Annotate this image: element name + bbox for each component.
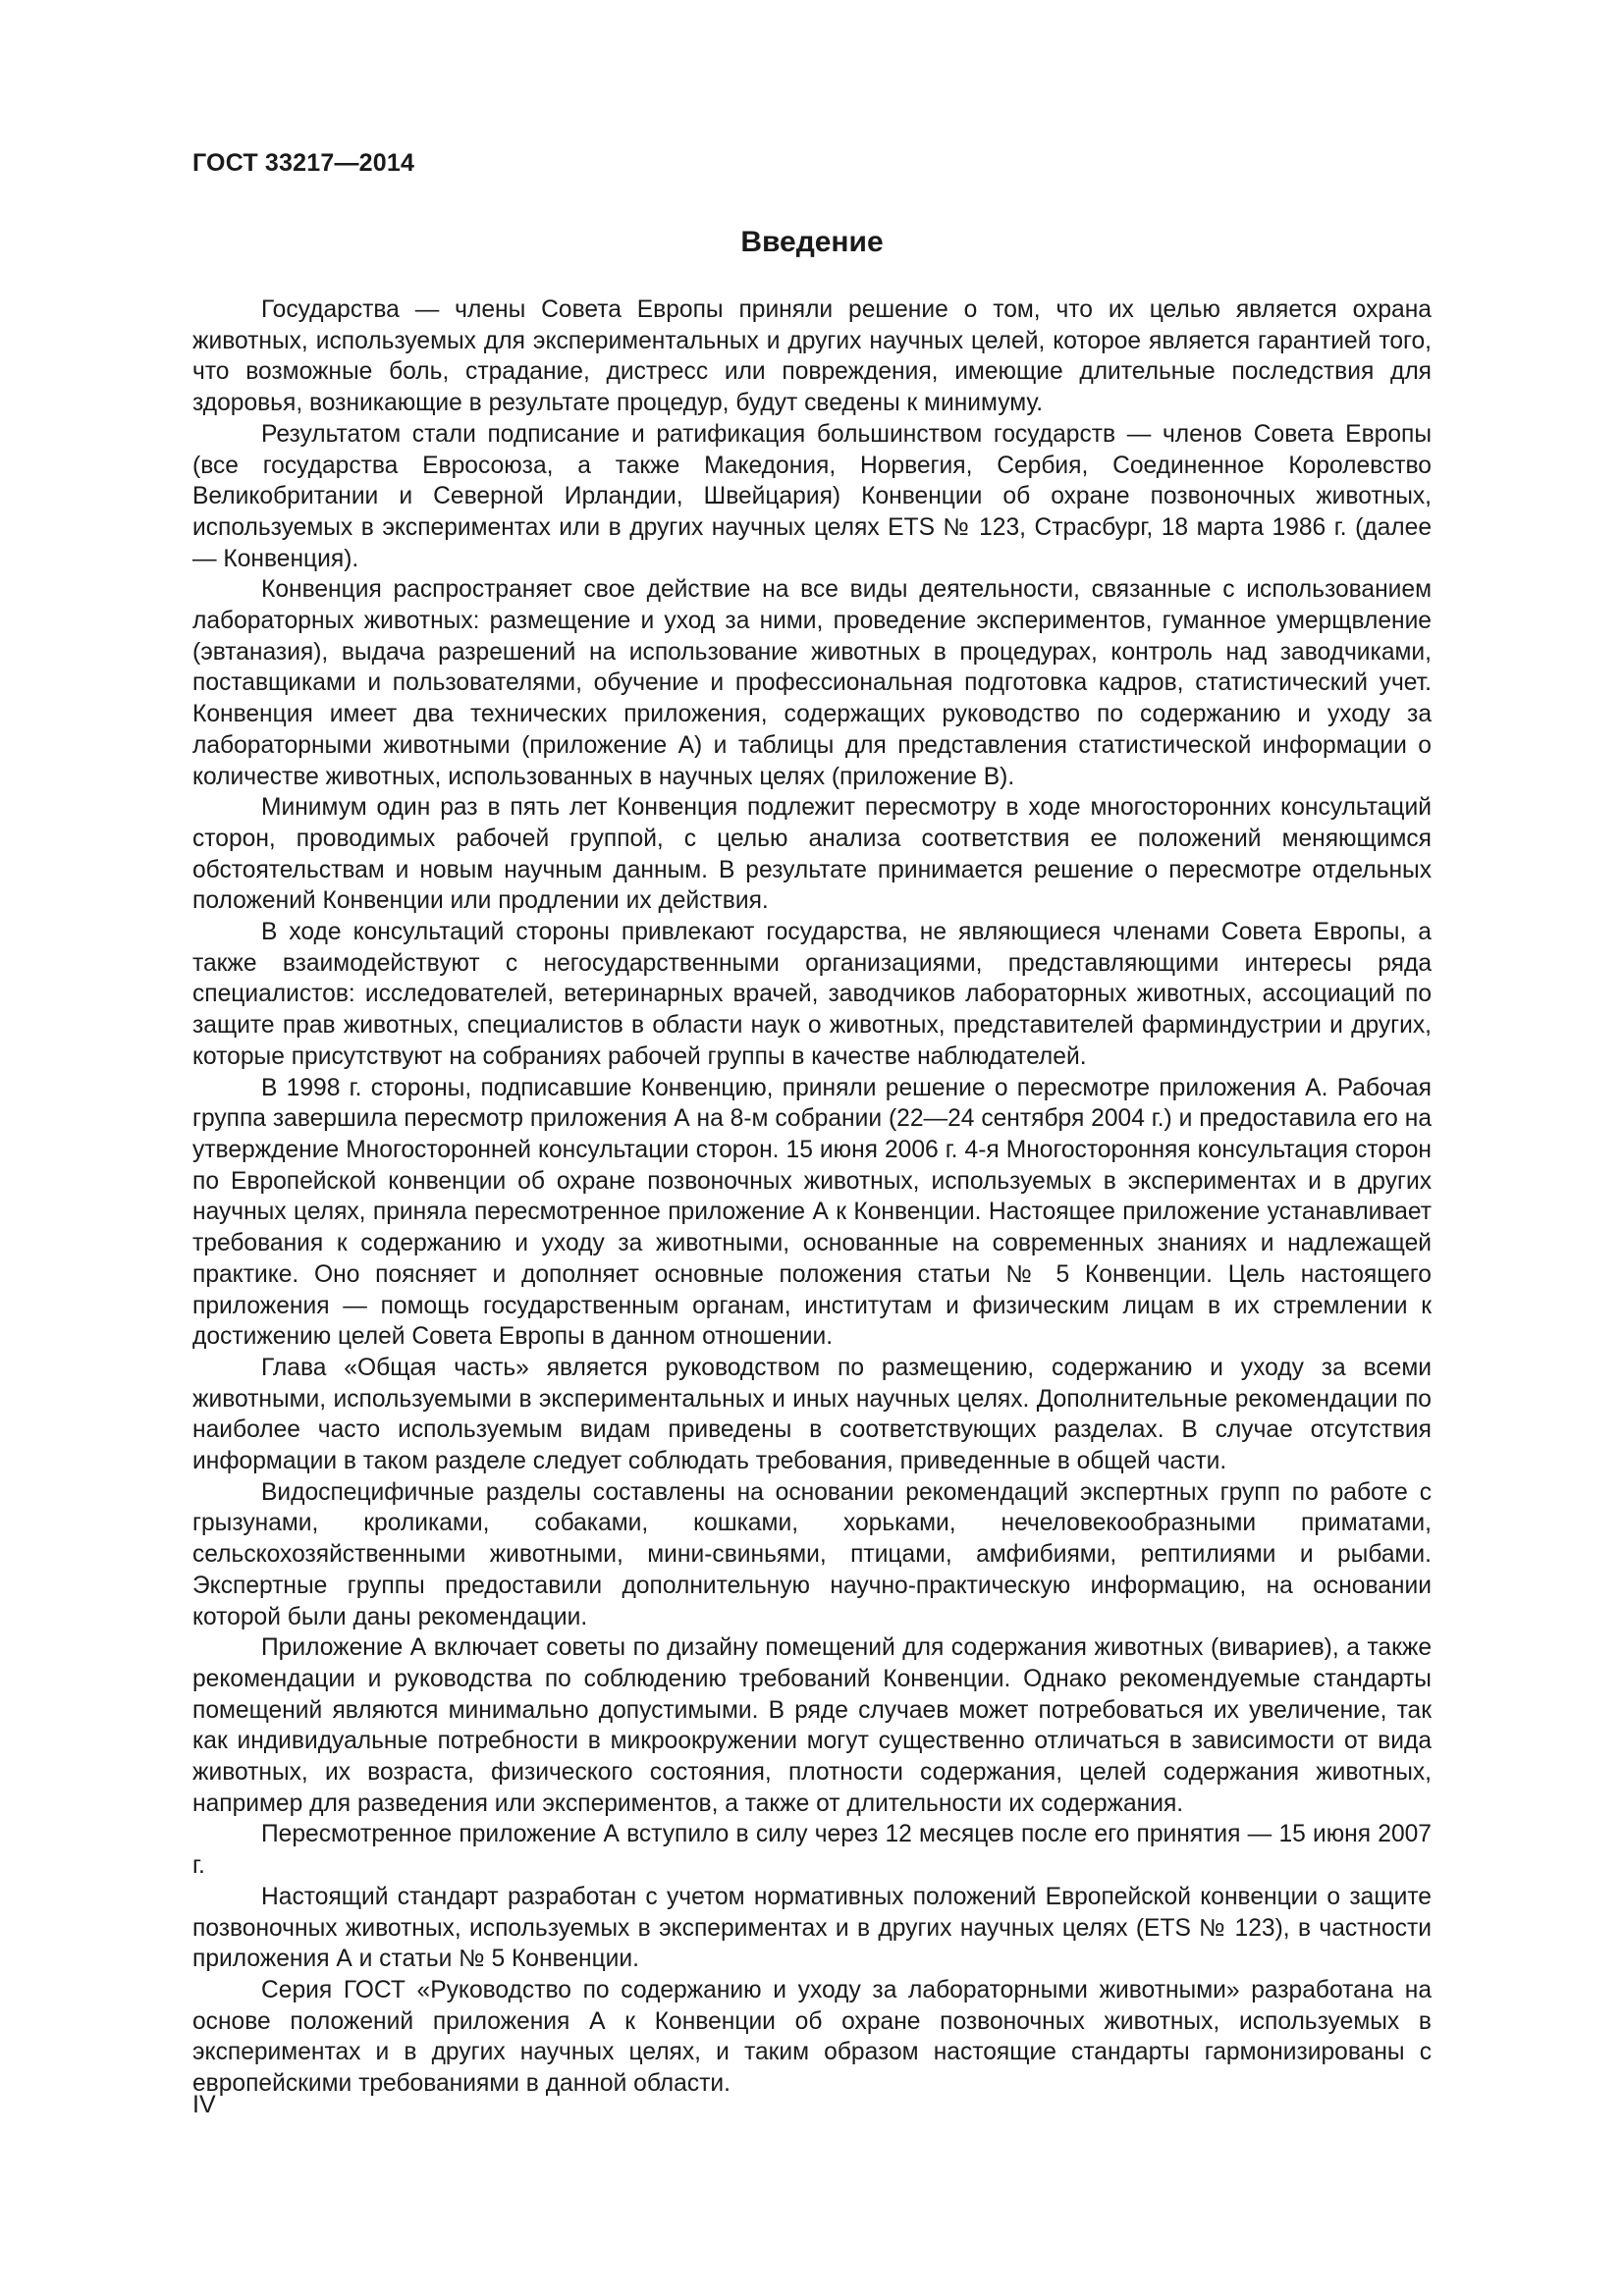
paragraph: В ходе консультаций стороны привлекают государства, не являющиеся членами Совета Европы, а также взаимодействуют с негосударственными организациями, представляющими интересы ряда специалистов: исследователей, ветеринарных врачей, заводчиков лабораторных животных, ассоциаций по защите прав животных, специалистов в области наук о животных, представителей фарминдустрии и других, которые присутствуют на собраниях рабочей группы в качестве наблюдателей. [192,919,1432,1070]
paragraph: Приложение А включает советы по дизайну помещений для содержания животных (вивариев), а также рекомендации и руководства по соблюдению требований Конвенции. Однако рекомендуемые стандарты помещений являются минимально допустимыми. В ряде случаев может потребоваться их увеличение, так как индивидуальные потребности в микроокружении могут существенно отличаться в зависимости от вида животных, их возраста, физического состояния, плотности содержания, целей содержания животных, например для разведения или экспериментов, а также от длительности их содержания. [192,1634,1432,1817]
paragraph: Настоящий стандарт разработан с учетом нормативных положений Европейской конвенции о защите позвоночных животных, используемых в экспериментах и в других научных целях (ETS № 123), в частности приложения А и статьи № 5 Конвенции. [192,1883,1432,1973]
paragraph: Конвенция распространяет свое действие на все виды деятельности, связанные с использованием лабораторных животных: размещение и уход за ними, проведение экспериментов, гуманное умерщвление (эвтаназия), выдача разрешений на использование животных в процедурах, контроль над заводчиками, поставщиками и пользователями, обучение и профессиональная подготовка кадров, статистический учет. Конвенция имеет два технических приложения, содержащих руководство по содержанию и уходу за лабораторными животными (приложение А) и таблицы для представления статистической информации о количестве животных, использованных в научных целях (приложение В). [192,576,1432,790]
paragraph: Пересмотренное приложение А вступило в силу через 12 месяцев после его принятия — 15 июня 2007 г. [192,1821,1432,1880]
paragraph: Глава «Общая часть» является руководством по размещению, содержанию и уходу за всеми животными, используемыми в экспериментальных и иных научных целях. Дополнительные рекомендации по наиболее часто используемым видам приведены в соответствующих разделах. В случае отсутствия информации в таком разделе следует соблюдать требования, приведенные в общей части. [192,1354,1432,1475]
paragraph: Государства — члены Совета Европы приняли решение о том, что их целью является охрана животных, используемых для экспериментальных и других научных целей, которое является гарантией того, что возможные боль, страдание, дистресс или повреждения, имеющие длительные последствия для здоровья, возникающие в результате процедур, будут сведены к минимуму. [192,296,1432,417]
section-title: Введение [740,226,884,258]
paragraph: Серия ГОСТ «Руководство по содержанию и уходу за лабораторными животными» разработана на основе положений приложения А к Конвенции об охране позвоночных животных, используемых в экспериментах и в других научных целях, и таким образом настоящие стандарты гармонизированы с европейскими требованиями в данной области. [192,1976,1432,2098]
document-code: ГОСТ 33217—2014 [192,149,415,177]
page-number: IV [192,2091,216,2118]
paragraph: В 1998 г. стороны, подписавшие Конвенцию, приняли решение о пересмотре приложения А. Рабочая группа завершила пересмотр приложения А на 8-м собрании (22—24 сентября 2004 г.) и предоставила его на утверждение Многосторонней консультации сторон. 15 июня 2006 г. 4-я Многосторонняя консультация сторон по Европейской конвенции об охране позвоночных животных, используемых в экспериментах и в других научных целях, приняла пересмотренное приложение А к Конвенции. Настоящее приложение устанавливает требования к содержанию и уходу за животными, основанные на современных знаниях и надлежащей практике. Оно поясняет и дополняет основные положения статьи № 5 Конвенции. Цель настоящего приложения — помощь государственным органам, институтам и физическим лицам в их стремлении к достижению целей Совета Европы в данном отношении. [192,1074,1432,1351]
paragraph: Видоспецифичные разделы составлены на основании рекомендаций экспертных групп по работе с грызунами, кроликами, собаками, кошками, хорьками, нечеловекообразными приматами, сельскохозяйственными животными, мини-свиньями, птицами, амфибиями, рептилиями и рыбами. Экспертные группы предоставили дополнительную научно-практическую информацию, на основании которой были даны рекомендации. [192,1478,1432,1630]
paragraph: Результатом стали подписание и ратификация большинством государств — членов Совета Европы (все государства Евросоюза, а также Македония, Норвегия, Сербия, Соединенное Королевство Великобритании и Северной Ирландии, Швейцария) Конвенции об охране позвоночных животных, используемых в экспериментах или в других научных целях ETS № 123, Страсбург, 18 марта 1986 г. (далее — Конвенция). [192,420,1432,572]
paragraph: Минимум один раз в пять лет Конвенция подлежит пересмотру в ходе многосторонних консультаций сторон, проводимых рабочей группой, с целью анализа соответствия ее положений меняющимся обстоятельствам и новым научным данным. В результате принимается решение о пересмотре отдельных положений Конвенции или продлении их действия. [192,794,1432,915]
body-text [192,294,1432,2100]
